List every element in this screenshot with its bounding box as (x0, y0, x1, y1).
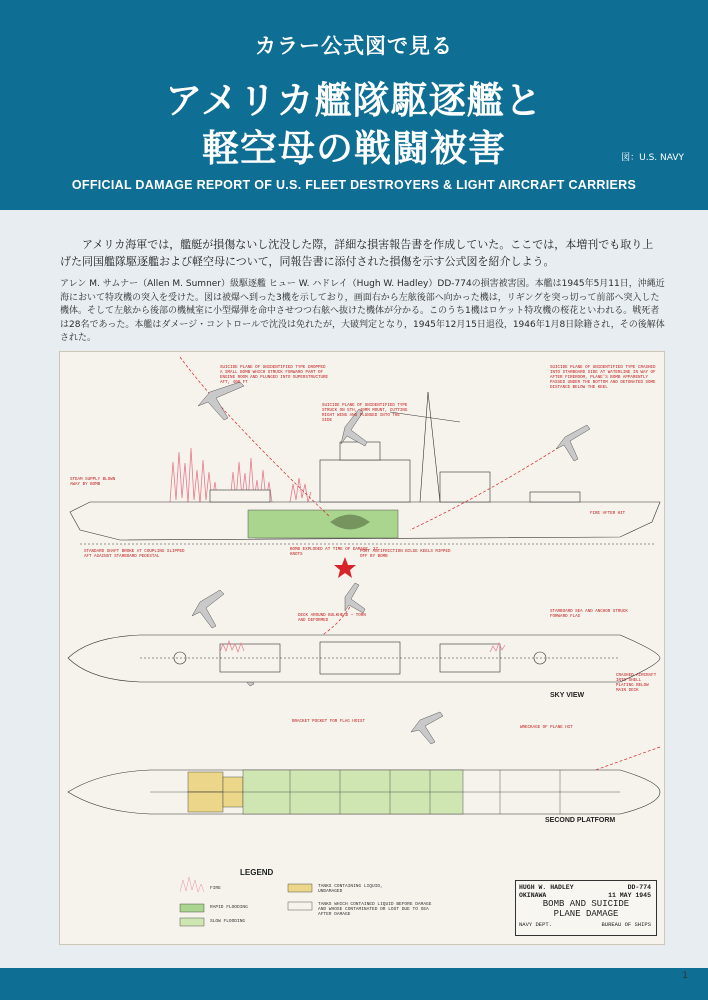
legend-tanks-contam: TANKS WHICH CONTAINED LIQUID BEFORE DAMAGE AND WHOSE CONTAMINATED OR LOST DUE TO SEA AFTER DAMAGE (318, 902, 432, 917)
title-block-main-2: PLANE DAMAGE (553, 908, 619, 919)
note-1: SUICIDE PLANE OF UNIDENTIFIED TYPE DROPPED A SMALL BOMB WHICH STRUCK FORWARD PART OF ENGINE ROOM AND PLUNGED INTO SUPERSTRUCTURE AFT, 400 FT (220, 366, 329, 385)
sky-view-label: SKY VIEW (550, 692, 585, 699)
damage-plate (60, 352, 664, 944)
header-band (0, 0, 708, 210)
legend-fire-swatch (180, 877, 204, 892)
note-6: STANDARD SHAFT BROKE AT COUPLING SLIPPED AFT AGAINST STARBOARD PEDESTAL (84, 550, 185, 559)
image-credit: 図：U.S. NAVY (621, 153, 684, 163)
legend-tank-contam-swatch (288, 902, 312, 910)
second-platform-label: SECOND PLATFORM (545, 817, 616, 824)
note-8: PORT ANTIFRICTION BILGE KEELS RIPPED OFF BY BOMB (360, 550, 451, 559)
title-block-ship: HUGH W. HADLEY (519, 884, 574, 891)
note-7: BOMB EXPLODED AT TIME OF DAMAGE, 27 KNOTS (290, 548, 378, 557)
legend-fire: FIRE (210, 886, 221, 891)
legend-rapid-swatch (180, 904, 204, 912)
title-block-date: 11 MAY 1945 (608, 892, 651, 899)
title-block-hull: DD-774 (627, 884, 651, 891)
note-9: BRACKET POCKET FOR FLAG HOIST (292, 720, 365, 724)
footer-band (0, 968, 708, 1000)
note-13: CRASHED AIRCRAFT INTO SHELL PLATING BELOW MAIN DECK (616, 674, 657, 693)
attack-tracks (180, 357, 660, 804)
lead-paragraph: アメリカ海軍では，艦艇が損傷ないし沈没した際，詳細な損害報告書を作成していた。ここでは，本増刊でも取り上げた同国艦隊駆逐艦および軽空母について，同報告書に添付された損傷を示す公式図を紹介しよう。 (60, 238, 654, 268)
plane-icons (192, 382, 590, 744)
sky-view-hull (68, 635, 660, 682)
damage-drawing (60, 352, 664, 944)
explosion-star (334, 557, 356, 578)
note-5: FIRE AFTER HIT (590, 512, 626, 516)
page-title-line2: 軽空母の戦闘被害 (202, 127, 506, 170)
drawing-title-block (515, 880, 657, 936)
title-block-location: OKINAWA (519, 892, 547, 899)
legend-rapid: RAPID FLOODING (210, 905, 248, 910)
body-paragraph: アレン M. サムナー（Allen M. Sumner）級駆逐艦 ヒュー W. ハドレイ（Hugh W. Hadley）DD-774の損害被害図。本艦は1945年5月11日，沖縄近海において特攻機の突入を受けた。図は被爆へ到った3機を示しており，画面右から左舷後部へ向かった機は，リギングを突っ切って前部へ突入した機体。そして左舷から後部の機械室に小型爆弾を命中させつつ右舷へ抜けた機体が分かる。このうち1機はロケット特攻機の桜花といわれる。戦死者は28名であった。本艦はダメージ・コントロールで沈没は免れたが，大破判定となり，1945年12月15日退役，1946年1月8日除籍され，その後解体された。 (60, 279, 665, 343)
note-2: SUICIDE PLANE OF UNIDENTIFIED TYPE STRUCK ON 5TH, 40MM MOUNT, CUTTING RIGHT WING AND PLUNGED INTO THE SIDE (322, 404, 408, 423)
tank-block-2 (188, 792, 223, 812)
note-10: STARBOARD SEA AND ANCHOR STRUCK FORWARD FLAG (550, 610, 628, 619)
legend-swatches (180, 877, 312, 926)
legend-tanks: TANKS CONTAINING LIQUID, UNDAMAGED (318, 884, 383, 894)
page-number: 1 (682, 971, 688, 981)
english-title: OFFICIAL DAMAGE REPORT OF U.S. FLEET DESTROYERS & LIGHT AIRCRAFT CARRIERS (71, 178, 637, 192)
title-block-dept: NAVY DEPT. (519, 921, 553, 928)
page-title-line1: アメリカ艦隊駆逐艦と (165, 79, 543, 122)
note-11: DECK AROUND BULKHEAD — TORN AND DEFORMED (298, 614, 366, 623)
kicker: カラー公式図で見る (255, 34, 453, 58)
legend-tank-swatch (288, 884, 312, 892)
title-block-main-1: BOMB AND SUICIDE (542, 899, 630, 909)
legend-slow-swatch (180, 918, 204, 926)
note-12: WRECKAGE OF PLANE HIT (520, 726, 573, 730)
note-3: SUICIDE PLANE OF UNIDENTIFIED TYPE CRASHED INTO STARBOARD SIDE AT WATERLINE IN WAY OF AFTER FIREROOM, PLANE'S BOMB APPARENTLY PASSED UNDER THE BOTTOM AND DETONATED SOME DISTANCE BELOW THE KEEL (550, 366, 656, 390)
legend-title: LEGEND (240, 868, 274, 877)
title-block-bureau: BUREAU OF SHIPS (601, 921, 651, 928)
title-block-main (516, 900, 656, 919)
legend-slow: SLOW FLOODING (210, 919, 246, 924)
note-4: STEAM SUPPLY BLOWN AWAY BY BOMB (70, 478, 116, 487)
rapid-flood-profile (248, 510, 398, 538)
tank-block-1 (188, 772, 223, 792)
